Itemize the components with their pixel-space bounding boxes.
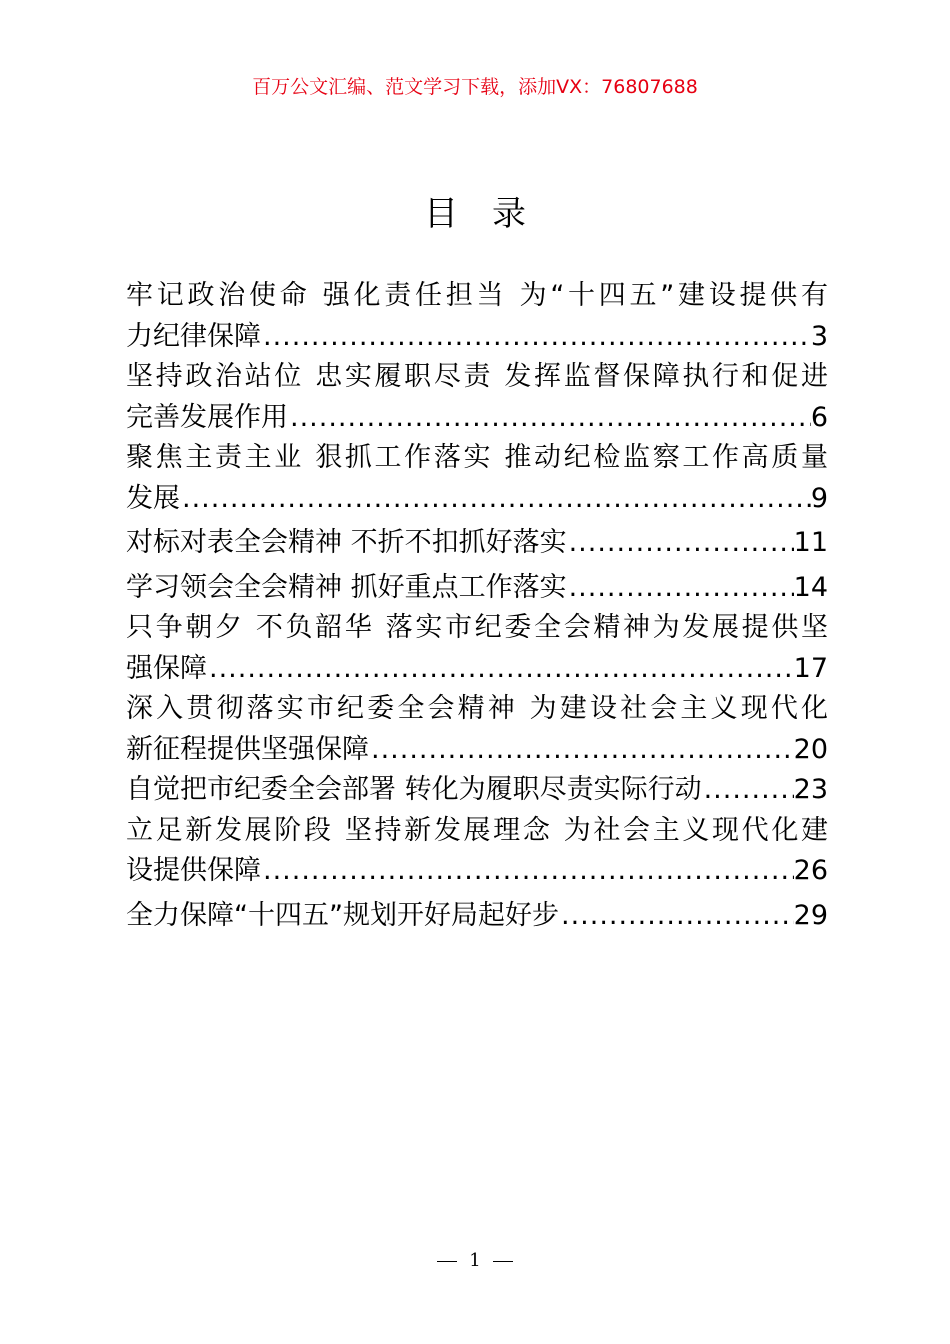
toc-leader-dots [567, 568, 794, 609]
toc-entry[interactable] [126, 357, 828, 438]
toc-entry-title-line1: 立足新发展阶段 坚持新发展理念 为社会主义现代化建 [126, 814, 828, 846]
toc-entry-title-line2: 完善发展作用 [126, 401, 288, 433]
toc-entry-title-line2: 力纪律保障 [126, 320, 261, 352]
toc-leader-dots [180, 479, 811, 520]
toc-entry[interactable] [126, 689, 828, 770]
toc-page-number: 17 [793, 652, 828, 684]
toc-page-number: 29 [793, 899, 828, 931]
footer-page-number: 1 [469, 1250, 481, 1271]
toc-page-number: 3 [810, 320, 828, 352]
toc-entry[interactable] [126, 276, 828, 357]
toc-entry-title-line1: 牢记政治使命 强化责任担当 为“十四五”建设提供有 [126, 280, 828, 311]
toc-entry-title-line2: 发展 [126, 482, 180, 514]
toc-entry[interactable] [126, 608, 828, 689]
toc-page-number: 6 [810, 401, 828, 433]
toc-leader-dots [559, 896, 794, 937]
toc-page-number: 14 [793, 571, 828, 603]
toc-entry[interactable] [126, 770, 828, 811]
toc-page-number: 20 [793, 733, 828, 765]
toc-entry-title-line1: 聚焦主责主业 狠抓工作落实 推动纪检监察工作高质量 [126, 442, 828, 473]
toc-entry-title: 自觉把市纪委全会部署 转化为履职尽责实际行动 [126, 774, 702, 805]
toc-leader-dots [567, 523, 794, 564]
toc-entry-title-line2: 新征程提供坚强保障 [126, 733, 369, 765]
toc-entry-title-line1: 坚持政治站位 忠实履职尽责 发挥监督保障执行和促进 [126, 361, 828, 392]
toc-entry-title-line1: 深入贯彻落实市纪委全会精神 为建设社会主义现代化 [126, 693, 828, 724]
toc-entry[interactable] [126, 568, 828, 609]
toc-entry-title-line2: 强保障 [126, 652, 207, 684]
toc-leader-dots [702, 770, 794, 811]
toc-page-number: 11 [793, 527, 828, 558]
toc-entry[interactable] [126, 811, 828, 892]
toc-page-number: 23 [793, 774, 828, 805]
toc-leader-dots [207, 649, 794, 690]
toc-entry-title: 全力保障“十四五”规划开好局起好步 [126, 899, 559, 931]
toc-entry-title: 对标对表全会精神 不折不扣抓好落实 [126, 527, 567, 558]
page-number-footer [0, 1250, 950, 1271]
toc-entry-title-line1: 只争朝夕 不负韶华 落实市纪委全会精神为发展提供坚 [126, 612, 828, 643]
toc-leader-dots [261, 317, 811, 358]
table-of-contents [126, 276, 828, 936]
footer-dash-left [437, 1261, 457, 1262]
toc-page-number: 26 [793, 855, 828, 886]
toc-entry[interactable] [126, 523, 828, 564]
toc-page-number: 9 [810, 482, 828, 514]
footer-dash-right [493, 1261, 513, 1262]
toc-entry-title-line2: 设提供保障 [126, 855, 261, 886]
toc-entry[interactable] [126, 896, 828, 937]
toc-entry[interactable] [126, 438, 828, 519]
toc-leader-dots [369, 730, 794, 771]
header-note: 百万公文汇编、范文学习下载，添加VX：76807688 [252, 76, 698, 98]
toc-entry-title: 学习领会全会精神 抓好重点工作落实 [126, 571, 567, 603]
toc-leader-dots [288, 398, 811, 439]
page-title: 目录 [424, 194, 560, 234]
toc-leader-dots [261, 851, 794, 892]
